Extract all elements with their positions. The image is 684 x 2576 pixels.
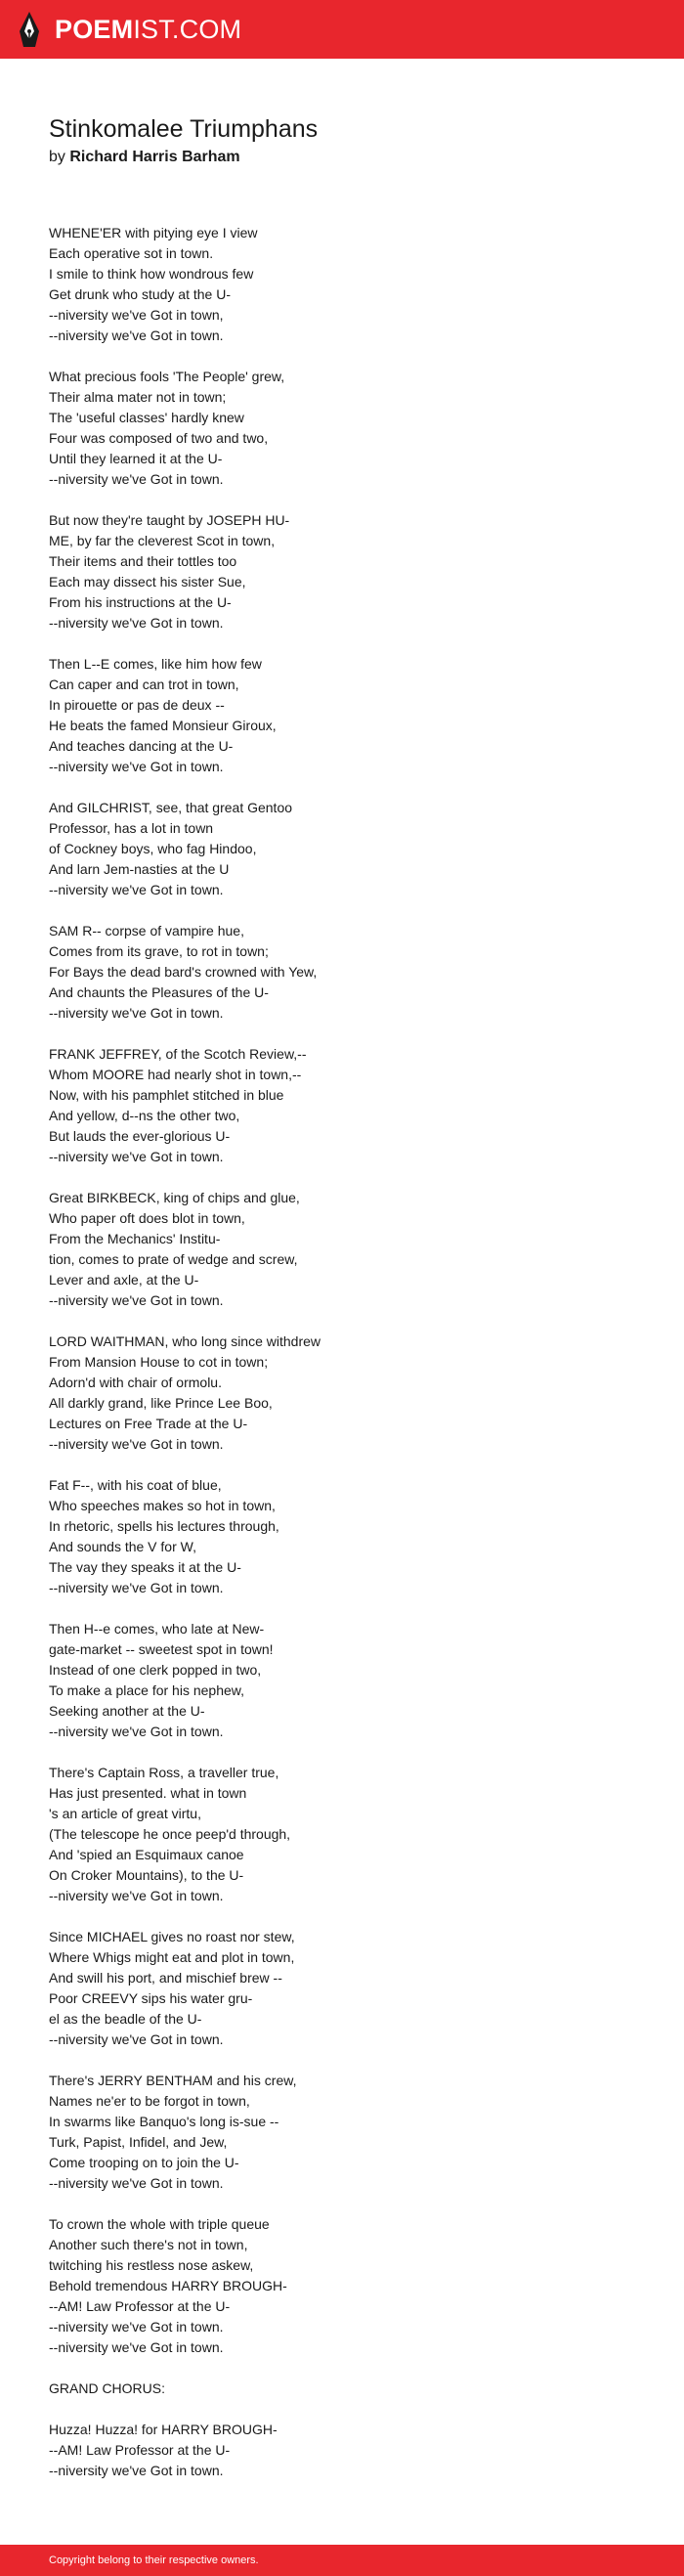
poem-line: And swill his port, and mischief brew -- (49, 1970, 282, 1986)
poem-stanza (49, 510, 635, 633)
poem-line: To make a place for his nephew, (49, 1682, 245, 1698)
poem-line: Until they learned it at the U- (49, 451, 223, 466)
poem-line: Their items and their tottles too (49, 553, 237, 569)
poem-line: Another such there's not in town, (49, 2237, 248, 2252)
poem-line: Seeking another at the U- (49, 1703, 205, 1719)
poem-line: Each may dissect his sister Sue, (49, 574, 246, 589)
poem-stanza (49, 654, 635, 777)
logo-brand-regular: IST.COM (133, 14, 242, 44)
poem-line: Professor, has a lot in town (49, 820, 214, 836)
poem-line: Four was composed of two and two, (49, 430, 269, 446)
poem-line: --niversity we've Got in town. (49, 1292, 224, 1308)
poem-stanza (49, 1763, 635, 1906)
poem-content (49, 113, 635, 2502)
poem-line: FRANK JEFFREY, of the Scotch Review,-- (49, 1046, 307, 1062)
poem-line: Lectures on Free Trade at the U- (49, 1416, 248, 1431)
poem-line: --niversity we've Got in town. (49, 2463, 224, 2478)
poem-line: And 'spied an Esquimaux canoe (49, 1847, 244, 1862)
poem-line: And yellow, d--ns the other two, (49, 1108, 240, 1123)
poem-line: Now, with his pamphlet stitched in blue (49, 1087, 284, 1103)
poem-line: To crown the whole with triple queue (49, 2216, 270, 2232)
poem-line: LORD WAITHMAN, who long since withdrew (49, 1333, 321, 1349)
site-logo[interactable] (55, 14, 242, 44)
author-name[interactable]: Richard Harris Barham (69, 149, 240, 165)
poem-line: And sounds the V for W, (49, 1539, 196, 1554)
poem-line: 's an article of great virtu, (49, 1806, 201, 1821)
poem-line: Their alma mater not in town; (49, 389, 227, 405)
poem-line: --niversity we've Got in town. (49, 1724, 224, 1739)
poem-stanza (49, 223, 635, 346)
poem-line: GRAND CHORUS: (49, 2380, 166, 2396)
site-header (0, 0, 684, 59)
poem-line: He beats the famed Monsieur Giroux, (49, 718, 277, 733)
poem-line: The 'useful classes' hardly knew (49, 410, 244, 425)
poem-line: Come trooping on to join the U- (49, 2155, 239, 2170)
poem-stanza (49, 2071, 635, 2194)
poem-line: Since MICHAEL gives no roast nor stew, (49, 1929, 295, 1944)
poem-line: From Mansion House to cot in town; (49, 1354, 269, 1370)
poem-line: Then H--e comes, who late at New- (49, 1621, 265, 1637)
poem-line: --niversity we've Got in town. (49, 1005, 224, 1021)
poem-line: Where Whigs might eat and plot in town, (49, 1949, 295, 1965)
poem-line: There's Captain Ross, a traveller true, (49, 1765, 279, 1780)
poem-line: In pirouette or pas de deux -- (49, 697, 225, 713)
poem-line: But now they're taught by JOSEPH HU- (49, 512, 290, 528)
poem-line: Comes from its grave, to rot in town; (49, 943, 269, 959)
poem-line: --niversity we've Got in town. (49, 759, 224, 774)
poem-line: Poor CREEVY sips his water gru- (49, 1990, 253, 2006)
poem-line: In rhetoric, spells his lectures through, (49, 1518, 279, 1534)
poem-body (49, 223, 635, 2481)
poem-line: Turk, Papist, Infidel, and Jew, (49, 2134, 228, 2150)
poem-title: Stinkomalee Triumphans (49, 115, 319, 143)
poem-line: ME, by far the cleverest Scot in town, (49, 533, 276, 548)
poem-line: --niversity we've Got in town. (49, 2031, 224, 2047)
byline (49, 147, 635, 168)
poem-stanza (49, 1332, 635, 1455)
poem-line: What precious fools 'The People' grew, (49, 369, 285, 384)
poem-stanza (49, 367, 635, 490)
poem-line: WHENE'ER with pitying eye I view (49, 225, 258, 240)
by-label: by (49, 149, 65, 165)
poem-line: --niversity we've Got in town. (49, 327, 224, 343)
poem-line: --niversity we've Got in town. (49, 1888, 224, 1903)
poem-stanza (49, 1927, 635, 2050)
poem-line: Then L--E comes, like him how few (49, 656, 262, 672)
poem-line: --niversity we've Got in town. (49, 471, 224, 487)
poem-line: Instead of one clerk popped in two, (49, 1662, 262, 1678)
poem-line: In swarms like Banquo's long is-sue -- (49, 2114, 279, 2129)
poem-line: --niversity we've Got in town. (49, 2339, 224, 2355)
poem-line: There's JERRY BENTHAM and his crew, (49, 2073, 297, 2088)
poem-line: And GILCHRIST, see, that great Gentoo (49, 800, 293, 815)
poem-line: All darkly grand, like Prince Lee Boo, (49, 1395, 273, 1411)
poem-stanza (49, 2379, 635, 2399)
poem-line: Whom MOORE had nearly shot in town,-- (49, 1067, 302, 1082)
poem-stanza (49, 798, 635, 900)
poem-line: I smile to think how wondrous few (49, 266, 254, 282)
poem-line: --niversity we've Got in town. (49, 2175, 224, 2191)
poem-line: --niversity we've Got in town. (49, 1580, 224, 1595)
poem-line: --niversity we've Got in town. (49, 1436, 224, 1452)
poem-line: And larn Jem-nasties at the U (49, 861, 230, 877)
poem-line: Adorn'd with chair of ormolu. (49, 1375, 222, 1390)
poem-line: --AM! Law Professor at the U- (49, 2442, 231, 2458)
poem-line: Who paper oft does blot in town, (49, 1210, 245, 1226)
pen-nib-icon[interactable] (18, 10, 41, 49)
poem-line: --niversity we've Got in town. (49, 615, 224, 631)
poem-line: Lever and axle, at the U- (49, 1272, 199, 1288)
poem-line: (The telescope he once peep'd through, (49, 1826, 291, 1842)
poem-stanza (49, 1044, 635, 1167)
poem-line: Can caper and can trot in town, (49, 677, 239, 692)
poem-line: Get drunk who study at the U- (49, 286, 231, 302)
poem-stanza (49, 921, 635, 1024)
poem-line: --niversity we've Got in town. (49, 882, 224, 897)
poem-line: And teaches dancing at the U- (49, 738, 234, 754)
logo-brand-bold: POEM (55, 14, 134, 44)
poem-line: --AM! Law Professor at the U- (49, 2298, 231, 2314)
poem-stanza (49, 2214, 635, 2358)
poem-line: Who speeches makes so hot in town, (49, 1498, 276, 1513)
poem-line: tion, comes to prate of wedge and screw, (49, 1251, 298, 1267)
poem-line: On Croker Mountains), to the U- (49, 1867, 244, 1883)
poem-line: But lauds the ever-glorious U- (49, 1128, 231, 1144)
poem-line: Names ne'er to be forgot in town, (49, 2093, 250, 2109)
poem-line: Behold tremendous HARRY BROUGH- (49, 2278, 287, 2293)
poem-line: Fat F--, with his coat of blue, (49, 1477, 222, 1493)
poem-stanza (49, 1475, 635, 1598)
poem-line: SAM R-- corpse of vampire hue, (49, 923, 244, 939)
site-footer (0, 2545, 684, 2576)
poem-line: of Cockney boys, who fag Hindoo, (49, 841, 257, 856)
poem-line: From his instructions at the U- (49, 594, 232, 610)
poem-line: Huzza! Huzza! for HARRY BROUGH- (49, 2422, 278, 2437)
poem-line: And chaunts the Pleasures of the U- (49, 984, 269, 1000)
poem-line: gate-market -- sweetest spot in town! (49, 1641, 274, 1657)
poem-stanza (49, 1188, 635, 1311)
poem-line: For Bays the dead bard's crowned with Yew, (49, 964, 318, 980)
poem-stanza (49, 1619, 635, 1742)
poem-line: From the Mechanics' Institu- (49, 1231, 221, 1246)
poem-line: --niversity we've Got in town. (49, 2319, 224, 2335)
poem-line: Great BIRKBECK, king of chips and glue, (49, 1190, 300, 1205)
poem-line: --niversity we've Got in town. (49, 1149, 224, 1164)
poem-stanza (49, 2420, 635, 2481)
poem-line: twitching his restless nose askew, (49, 2257, 254, 2273)
poem-line: el as the beadle of the U- (49, 2011, 202, 2027)
poem-line: Has just presented. what in town (49, 1785, 247, 1801)
poem-line: --niversity we've Got in town, (49, 307, 224, 323)
poem-line: Each operative sot in town. (49, 245, 214, 261)
poem-line: The vay they speaks it at the U- (49, 1559, 241, 1575)
copyright-text: Copyright belong to their respective owners. (49, 2554, 259, 2566)
